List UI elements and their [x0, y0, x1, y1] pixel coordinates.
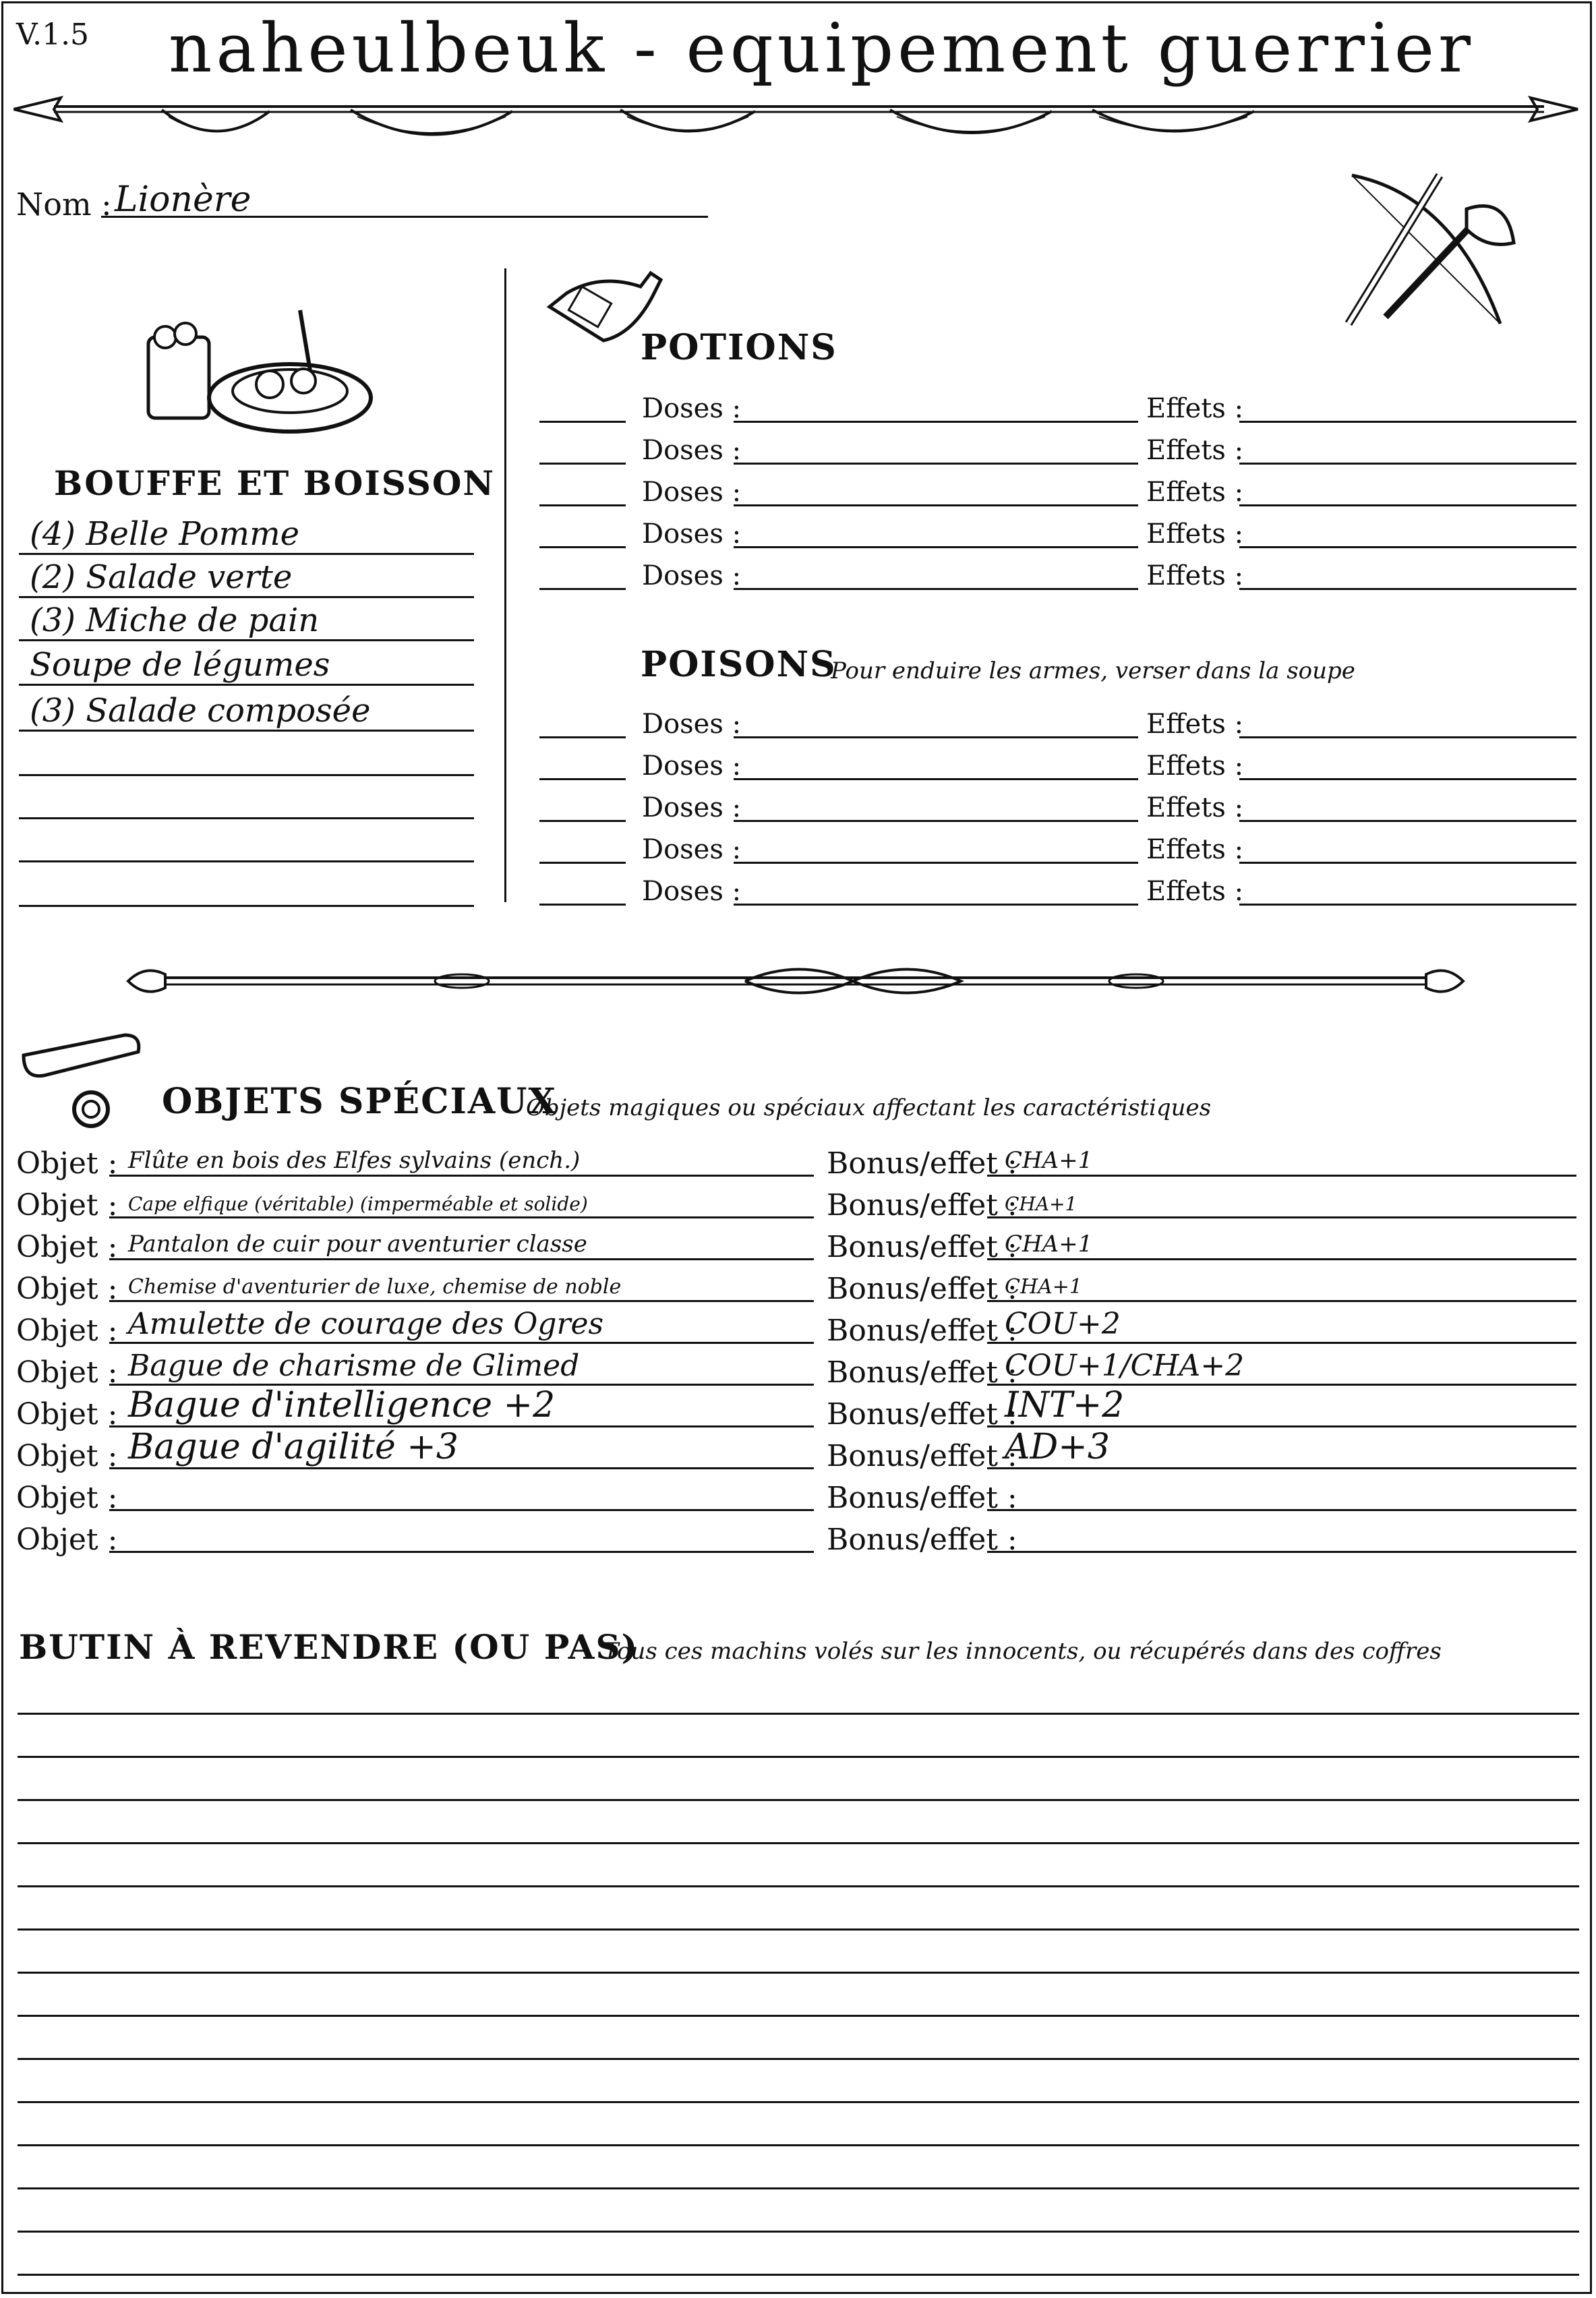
object-label: Objet :	[16, 1188, 118, 1222]
loot-line[interactable]	[18, 1928, 1579, 1931]
doses-field[interactable]	[734, 736, 1138, 738]
doses-field[interactable]	[734, 546, 1138, 548]
poisons-title: POISONS	[641, 644, 837, 685]
bonus-label: Bonus/effet :	[827, 1355, 1017, 1390]
food-item-line	[19, 860, 474, 862]
bonus-field-line	[987, 1509, 1576, 1511]
object-value[interactable]: Flûte en bois des Elfes sylvains (ench.)	[128, 1147, 581, 1174]
doses-label: Doses :	[642, 750, 742, 782]
object-label: Objet :	[16, 1481, 118, 1515]
effets-label: Effets :	[1146, 519, 1244, 550]
food-plate-icon	[135, 297, 378, 445]
doses-label: Doses :	[642, 709, 742, 740]
effets-field[interactable]	[1239, 504, 1576, 506]
bonus-value[interactable]: CHA+1	[1005, 1275, 1083, 1299]
effets-field[interactable]	[1239, 904, 1576, 906]
name-value[interactable]: Lionère	[115, 179, 252, 220]
effets-field[interactable]	[1239, 463, 1576, 465]
loot-title: BUTIN À REVENDRE (OU PAS)	[19, 1627, 639, 1667]
quantity-line	[539, 820, 626, 822]
scroll-ring-icon	[17, 1028, 152, 1136]
doses-label: Doses :	[642, 876, 742, 907]
doses-field[interactable]	[734, 588, 1138, 590]
quantity-line	[539, 588, 626, 590]
effets-field[interactable]	[1239, 546, 1576, 548]
food-item[interactable]: Soupe de légumes	[30, 646, 330, 684]
object-label: Objet :	[16, 1146, 118, 1181]
effets-field[interactable]	[1239, 820, 1576, 822]
loot-line[interactable]	[18, 2101, 1579, 2103]
object-value[interactable]: Cape elfique (véritable) (imperméable et solide)	[128, 1193, 588, 1215]
object-field-line	[109, 1509, 814, 1511]
quantity-line	[539, 463, 626, 465]
food-title: BOUFFE ET BOISSON	[54, 463, 496, 503]
bonus-label: Bonus/effet :	[827, 1272, 1017, 1306]
staff-divider-icon	[125, 958, 1467, 1005]
bonus-value[interactable]: COU+2	[1005, 1307, 1121, 1341]
bonus-field-line	[987, 1216, 1576, 1218]
bonus-field-line	[987, 1467, 1576, 1469]
effets-label: Effets :	[1146, 792, 1244, 823]
version-label: V.1.5	[16, 18, 90, 52]
doses-field[interactable]	[734, 421, 1138, 423]
loot-line[interactable]	[18, 2058, 1579, 2060]
food-item[interactable]: (3) Miche de pain	[30, 601, 320, 639]
object-label: Objet :	[16, 1314, 118, 1348]
bonus-value[interactable]: AD+3	[1005, 1427, 1110, 1467]
doses-label: Doses :	[642, 834, 742, 865]
food-item-line	[19, 730, 474, 732]
doses-label: Doses :	[642, 519, 742, 550]
object-field-line	[109, 1216, 814, 1218]
effets-label: Effets :	[1146, 876, 1244, 907]
object-field-line	[109, 1300, 814, 1302]
food-item-line	[19, 553, 474, 555]
loot-line[interactable]	[18, 1756, 1579, 1758]
quantity-line	[539, 862, 626, 864]
bonus-label: Bonus/effet :	[827, 1188, 1017, 1222]
effets-label: Effets :	[1146, 834, 1244, 865]
name-underline	[101, 216, 708, 218]
bonus-label: Bonus/effet :	[827, 1439, 1017, 1473]
doses-field[interactable]	[734, 504, 1138, 506]
food-item[interactable]: (3) Salade composée	[30, 692, 371, 730]
bonus-field-line	[987, 1551, 1576, 1553]
loot-line[interactable]	[18, 2015, 1579, 2017]
poisons-subtitle: Pour enduire les armes, verser dans la soupe	[831, 657, 1355, 684]
special-objects-title: OBJETS SPÉCIAUX	[162, 1081, 557, 1122]
doses-field[interactable]	[734, 820, 1138, 822]
object-label: Objet :	[16, 1397, 118, 1432]
object-value[interactable]: Bague de charisme de Glimed	[128, 1349, 580, 1383]
bonus-label: Bonus/effet :	[827, 1523, 1017, 1557]
effets-field[interactable]	[1239, 736, 1576, 738]
object-value[interactable]: Chemise d'aventurier de luxe, chemise de noble	[128, 1275, 622, 1299]
doses-label: Doses :	[642, 792, 742, 823]
effets-label: Effets :	[1146, 435, 1244, 466]
doses-field[interactable]	[734, 778, 1138, 780]
bonus-label: Bonus/effet :	[827, 1230, 1017, 1264]
doses-label: Doses :	[642, 435, 742, 466]
food-item-line	[19, 774, 474, 776]
page-title: naheulbeuk - equipement guerrier	[169, 9, 1475, 88]
bonus-field-line	[987, 1258, 1576, 1260]
quantity-line	[539, 778, 626, 780]
effets-field[interactable]	[1239, 588, 1576, 590]
object-label: Objet :	[16, 1439, 118, 1473]
bonus-field-line	[987, 1342, 1576, 1344]
quantity-line	[539, 904, 626, 906]
crossed-weapons-icon	[1332, 155, 1527, 337]
object-value[interactable]: Pantalon de cuir pour aventurier classe	[128, 1231, 587, 1258]
food-item-line	[19, 639, 474, 641]
doses-label: Doses :	[642, 560, 742, 591]
effets-field[interactable]	[1239, 862, 1576, 864]
bonus-value[interactable]: CHA+1	[1005, 1147, 1093, 1174]
bonus-label: Bonus/effet :	[827, 1146, 1017, 1181]
spear-divider-icon	[13, 84, 1585, 152]
bonus-value[interactable]: INT+2	[1005, 1385, 1125, 1425]
effets-label: Effets :	[1146, 477, 1244, 508]
loot-line[interactable]	[18, 1842, 1579, 1844]
special-objects-subtitle: Objets magiques ou spéciaux affectant les caractéristiques	[526, 1094, 1212, 1121]
effets-label: Effets :	[1146, 560, 1244, 591]
loot-line[interactable]	[18, 2231, 1579, 2233]
loot-line[interactable]	[18, 1713, 1579, 1715]
bonus-field-line	[987, 1175, 1576, 1177]
quantity-line	[539, 421, 626, 423]
object-value[interactable]: Amulette de courage des Ogres	[128, 1307, 604, 1341]
object-field-line	[109, 1551, 814, 1553]
quantity-line	[539, 736, 626, 738]
food-item[interactable]: (4) Belle Pomme	[30, 515, 299, 553]
object-value[interactable]: Bague d'intelligence +2	[128, 1385, 556, 1425]
effets-field[interactable]	[1239, 778, 1576, 780]
bonus-label: Bonus/effet :	[827, 1481, 1017, 1515]
bonus-value[interactable]: CHA+1	[1005, 1231, 1093, 1258]
object-field-line	[109, 1258, 814, 1260]
doses-label: Doses :	[642, 477, 742, 508]
bonus-value[interactable]: COU+1/CHA+2	[1005, 1349, 1245, 1383]
object-field-line	[109, 1175, 814, 1177]
effets-label: Effets :	[1146, 750, 1244, 782]
object-label: Objet :	[16, 1230, 118, 1264]
bonus-value[interactable]: CHA+1	[1005, 1193, 1077, 1215]
object-field-line	[109, 1467, 814, 1469]
object-value[interactable]: Bague d'agilité +3	[128, 1427, 459, 1467]
object-label: Objet :	[16, 1355, 118, 1390]
object-label: Objet :	[16, 1523, 118, 1557]
bonus-label: Bonus/effet :	[827, 1397, 1017, 1432]
food-item-line	[19, 684, 474, 686]
loot-line[interactable]	[18, 2274, 1579, 2276]
bonus-label: Bonus/effet :	[827, 1314, 1017, 1348]
food-item-line	[19, 905, 474, 907]
quantity-line	[539, 504, 626, 506]
object-field-line	[109, 1342, 814, 1344]
doses-field[interactable]	[734, 862, 1138, 864]
object-label: Objet :	[16, 1272, 118, 1306]
doses-field[interactable]	[734, 463, 1138, 465]
food-item-line	[19, 596, 474, 598]
bonus-field-line	[987, 1300, 1576, 1302]
food-item-line	[19, 817, 474, 819]
name-label: Nom :	[16, 186, 112, 223]
food-item[interactable]: (2) Salade verte	[30, 558, 293, 596]
loot-line[interactable]	[18, 1799, 1579, 1801]
loot-line[interactable]	[18, 1885, 1579, 1887]
loot-line[interactable]	[18, 2144, 1579, 2146]
potions-title: POTIONS	[641, 327, 837, 368]
quantity-line	[539, 546, 626, 548]
loot-subtitle: Tous ces machins volés sur les innocents, ou récupérés dans des coffres	[603, 1638, 1442, 1665]
column-divider	[504, 268, 506, 902]
loot-line[interactable]	[18, 1972, 1579, 1974]
effets-label: Effets :	[1146, 393, 1244, 424]
effets-field[interactable]	[1239, 421, 1576, 423]
loot-line[interactable]	[18, 2187, 1579, 2189]
doses-field[interactable]	[734, 904, 1138, 906]
doses-label: Doses :	[642, 393, 742, 424]
effets-label: Effets :	[1146, 709, 1244, 740]
